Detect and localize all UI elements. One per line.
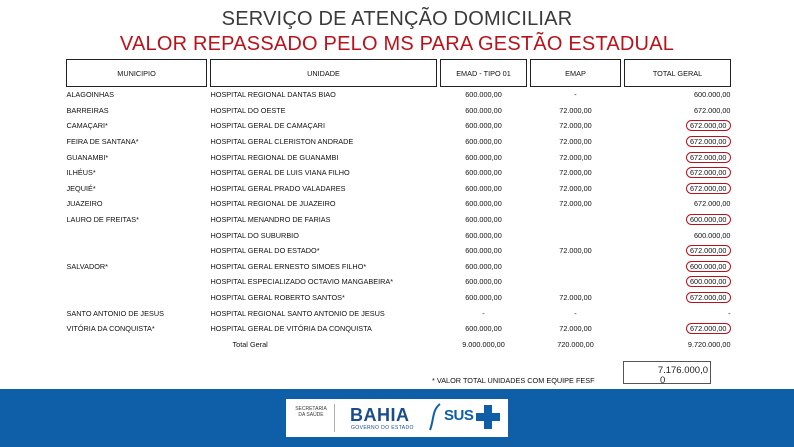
emad-cell: 600.000,00: [465, 293, 502, 303]
unidade-cell: HOSPITAL ESPECIALIZADO OCTAVIO MANGABEIRA*: [210, 277, 394, 287]
emap-cell: [531, 274, 621, 290]
unidade-cell: HOSPITAL GERAL PRADO VALADARES: [210, 183, 346, 193]
total-emap: 720.000,00: [557, 339, 594, 349]
municipio-cell: ALAGOINHAS: [66, 90, 114, 100]
note-box-line1: 7.176.000,0: [657, 365, 708, 376]
table-row: [67, 305, 731, 321]
emad-cell: 600.000,00: [465, 168, 502, 178]
unidade-cell: HOSPITAL REGIONAL DE GUANAMBI: [210, 152, 339, 162]
municipio-cell: SANTO ANTONIO DE JESUS: [66, 308, 164, 318]
total-value: 600.000,00: [686, 276, 731, 287]
emap-cell: 72.000,00: [559, 168, 592, 178]
emap-cell: [531, 212, 621, 228]
table-row: [67, 149, 731, 165]
emad-cell: 600.000,00: [465, 137, 502, 147]
total-cell-circled: [625, 321, 731, 337]
header-municipio: MUNICIPIO: [67, 60, 207, 87]
emap-cell: 72.000,00: [559, 121, 592, 131]
header-total: TOTAL GERAL: [625, 60, 731, 87]
table-row: [67, 181, 731, 197]
unidade-cell: HOSPITAL REGIONAL SANTO ANTONIO DE JESUS: [210, 308, 385, 318]
municipio-cell: ILHÉUS*: [66, 168, 96, 178]
emap-cell: 72.000,00: [559, 105, 592, 115]
total-cell: -: [728, 308, 731, 318]
total-value: 672.000,00: [686, 152, 731, 163]
table-row: [67, 321, 731, 337]
page-title: SERVIÇO DE ATENÇÃO DOMICILIAR: [221, 8, 573, 30]
emap-cell: 72.000,00: [559, 293, 592, 303]
table-row: [67, 103, 731, 119]
swoosh-icon: [428, 402, 442, 432]
emad-cell: 600.000,00: [465, 199, 502, 209]
table-row: [67, 87, 731, 103]
emad-cell: 600.000,00: [465, 246, 502, 256]
unidade-cell: HOSPITAL GERAL DE CAMAÇARI: [210, 121, 325, 131]
note-box: [623, 361, 711, 384]
municipio-cell: BARREIRAS: [66, 105, 109, 115]
emap-cell: -: [574, 90, 577, 100]
table-row: [67, 165, 731, 181]
emap-cell: 72.000,00: [559, 324, 592, 334]
total-emad: 9.000.000,00: [462, 339, 505, 349]
emap-cell: [531, 259, 621, 275]
unidade-cell: HOSPITAL DO SUBURBIO: [210, 230, 299, 240]
emad-cell: 600.000,00: [465, 121, 502, 131]
emap-cell: 72.000,00: [559, 152, 592, 162]
total-cell-circled: [625, 149, 731, 165]
total-cell-circled: [625, 243, 731, 259]
municipio-cell: VITÓRIA DA CONQUISTA*: [66, 324, 155, 334]
municipio-cell: LAURO DE FREITAS*: [66, 215, 139, 225]
emad-cell: -: [482, 308, 485, 318]
table-header-row: [67, 60, 731, 87]
total-value: 672.000,00: [686, 120, 731, 131]
unidade-cell: HOSPITAL MENANDRO DE FARIAS: [210, 215, 331, 225]
emad-cell: 600.000,00: [465, 324, 502, 334]
header-unidade: UNIDADE: [211, 60, 437, 87]
table-row: [67, 134, 731, 150]
sus-cross-icon: [474, 403, 502, 431]
total-cell: 672.000,00: [693, 105, 731, 115]
total-label: Total Geral: [232, 339, 268, 349]
header-emap: EMAP: [531, 60, 621, 87]
total-cell-circled: [625, 212, 731, 228]
emad-cell: 600.000,00: [465, 215, 502, 225]
emap-cell: 72.000,00: [559, 199, 592, 209]
logo-divider: [334, 404, 335, 432]
total-cell-circled: [625, 134, 731, 150]
total-value: 672.000,00: [686, 292, 731, 303]
header-emad: EMAD - TIPO 01: [441, 60, 527, 87]
footnote: * VALOR TOTAL UNIDADES COM EQUIPE FESF: [432, 376, 595, 385]
emap-cell: 72.000,00: [559, 246, 592, 256]
total-value: 600.000,00: [686, 214, 731, 225]
secretaria-logo-text: SECRETARIA DA SAÚDE: [295, 406, 327, 418]
total-row: [67, 337, 731, 353]
emad-cell: 600.000,00: [465, 183, 502, 193]
unidade-cell: HOSPITAL GERAL ROBERTO SANTOS*: [210, 293, 345, 303]
values-table: [66, 59, 731, 352]
total-value: 600.000,00: [686, 261, 731, 272]
emad-cell: 600.000,00: [465, 230, 502, 240]
total-geral: 9.720.000,00: [687, 339, 731, 349]
municipio-cell: JEQUIÉ*: [66, 183, 96, 193]
total-cell-circled: [625, 165, 731, 181]
unidade-cell: HOSPITAL GERAL DE VITÓRIA DA CONQUISTA: [210, 324, 372, 334]
total-value: 672.000,00: [686, 323, 731, 334]
total-value: 672.000,00: [686, 167, 731, 178]
unidade-cell: HOSPITAL GERAL ERNESTO SIMOES FILHO*: [210, 261, 367, 271]
total-value: 672.000,00: [686, 245, 731, 256]
emad-cell: 600.000,00: [465, 261, 502, 271]
total-cell: 600.000,00: [693, 90, 731, 100]
emad-cell: 600.000,00: [465, 152, 502, 162]
unidade-cell: HOSPITAL REGIONAL DE JUAZEIRO: [210, 199, 336, 209]
governo-logo-text: GOVERNO DO ESTADO: [351, 425, 414, 431]
unidade-cell: HOSPITAL GERAL DE LUIS VIANA FILHO: [210, 168, 350, 178]
total-cell-circled: [625, 259, 731, 275]
note-box-line2: 0: [660, 375, 666, 386]
emad-cell: 600.000,00: [465, 105, 502, 115]
emap-cell: 72.000,00: [559, 183, 592, 193]
emap-cell: 72.000,00: [559, 137, 592, 147]
total-cell-circled: [625, 274, 731, 290]
table-row: [67, 118, 731, 134]
total-cell-circled: [625, 290, 731, 306]
total-cell: 672.000,00: [693, 199, 731, 209]
emap-cell: -: [574, 308, 577, 318]
emad-cell: 600.000,00: [465, 90, 502, 100]
total-cell-circled: [625, 118, 731, 134]
emad-cell: 600.000,00: [465, 277, 502, 287]
unidade-cell: HOSPITAL DO OESTE: [210, 105, 286, 115]
page-subtitle: VALOR REPASSADO PELO MS PARA GESTÃO ESTADUAL: [119, 33, 675, 55]
table-row: [67, 227, 731, 243]
sus-logo: SUS: [444, 407, 474, 424]
municipio-cell: CAMAÇARI*: [66, 121, 108, 131]
table-row: [67, 212, 731, 228]
total-cell-circled: [625, 181, 731, 197]
total-cell: 600.000,00: [693, 230, 731, 240]
municipio-cell-salvador: SALVADOR*: [66, 261, 108, 271]
table-row: [67, 196, 731, 212]
total-value: 672.000,00: [686, 183, 731, 194]
emap-cell: [531, 227, 621, 243]
bahia-logo: BAHIA: [350, 405, 410, 425]
municipio-cell: FEIRA DE SANTANA*: [66, 137, 139, 147]
municipio-cell: JUAZEIRO: [66, 199, 103, 209]
unidade-cell: HOSPITAL GERAL CLERISTON ANDRADE: [210, 137, 354, 147]
total-value: 672.000,00: [686, 136, 731, 147]
unidade-cell: HOSPITAL REGIONAL DANTAS BIAO: [210, 90, 336, 100]
unidade-cell: HOSPITAL GERAL DO ESTADO*: [210, 246, 320, 256]
municipio-cell: GUANAMBI*: [66, 152, 109, 162]
